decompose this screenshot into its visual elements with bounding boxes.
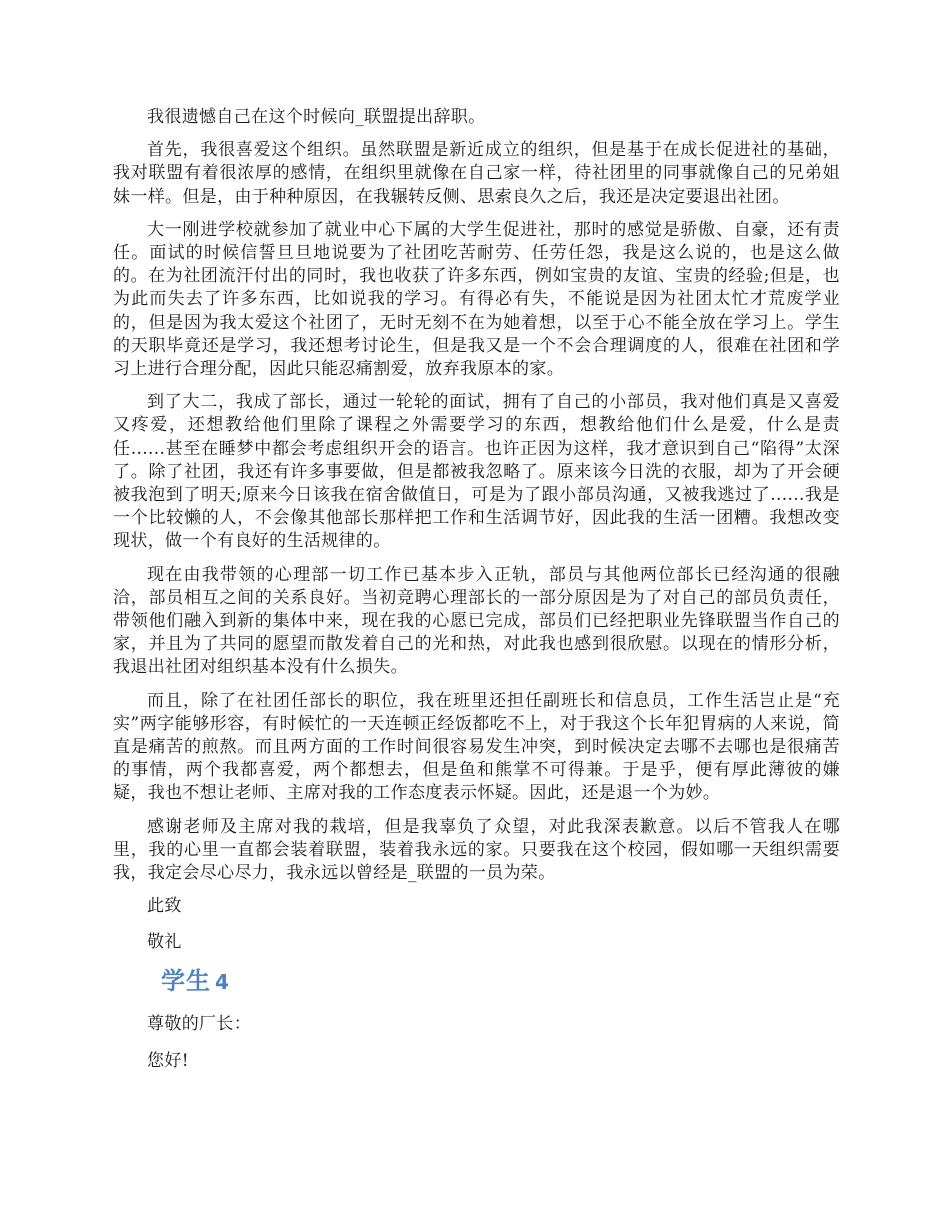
salutation: 尊敬的厂长：	[147, 1013, 252, 1034]
paragraph-sophomore-year: 到了大二，我成了部长，通过一轮轮的面试，拥有了自己的小部员，我对他们真是又喜爱又疼爱，还想教给他们里除了课程之外需要学习的东西，想教给他们什么是爱，什么是责任......甚至在睡梦中都会考虑组织开会的语言。也许正因为这样，我才意识到自己“陷得”太深了。除了社团，我还有许多事要做，但是都被我忽略了。原来该今日洗的衣服，却为了开会硬被我泡到了明天;原来今日该我在宿舍做值日，可是为了跟小部员沟通，又被我逃过了......我是一个比较懒的人，不会像其他部长那样把工作和生活调节好，因此我的生活一团糟。我想改变现状，做一个有良好的生活规律的。	[113, 392, 840, 552]
paragraph-reason-1: 首先，我很喜爱这个组织。虽然联盟是新近成立的组织，但是基于在成长促进社的基础，我对联盟有着很浓厚的感情，在组织里就像在自己家一样，待社团里的同事就像自己的兄弟姐妹一样。但是，由于种种原因，在我辗转反侧、思索良久之后，我还是决定要退出社团。	[113, 140, 840, 207]
paragraph-department-status: 现在由我带领的心理部一切工作已基本步入正轨，部员与其他两位部长已经沟通的很融洽，部员相互之间的关系良好。当初竞聘心理部长的一部分原因是为了对自己的部员负责任，带领他们融入到新的集体中来，现在我的心愿已完成，部员们已经把职业先锋联盟当作自己的家，并且为了共同的愿望而散发着自己的光和热，对此我也感到很欣慰。以现在的情形分析，我退出社团对组织基本没有什么损失。	[113, 564, 840, 678]
greeting: 您好!	[147, 1050, 189, 1071]
document-body	[113, 106, 840, 1073]
closing-line-2: 敬礼	[147, 931, 182, 952]
section-heading-number: 4	[215, 969, 230, 994]
section-heading-title: 学生	[161, 966, 211, 995]
paragraph-intro: 我很遗憾自己在这个时候向_联盟提出辞职。	[147, 107, 486, 127]
paragraph-thanks: 感谢老师及主席对我的栽培，但是我辜负了众望，对此我深表歉意。以后不管我人在哪里，我的心里一直都会装着联盟，装着我永远的家。只要我在这个校园，假如哪一天组织需要我，我定会尽心尽力，我永远以曾经是_联盟的一员为荣。	[113, 816, 840, 884]
section-heading	[161, 964, 840, 999]
paragraph-freshman-year: 大一刚进学校就参加了就业中心下属的大学生促进社，那时的感觉是骄傲、自豪，还有责任。面试的时候信誓旦旦地说要为了社团吃苦耐劳、任劳任怨，我是这么说的，也是这么做的。在为社团流汗付出的同时，我也收获了许多东西，例如宝贵的友谊、宝贵的经验;但是，也为此而失去了许多东西，比如说我的学习。有得必有失，不能说是因为社团太忙才荒废学业的，但是因为我太爱这个社团了，无时无刻不在为她着想，以至于心不能全放在学习上。学生的天职毕竟还是学习，我还想考讨论生，但是我又是一个不会合理调度的人，很难在社团和学习上进行合理分配，因此只能忍痛割爱，放弃我原本的家。	[113, 219, 840, 380]
closing-line-1: 此致	[147, 896, 182, 917]
paragraph-workload: 而且，除了在社团任部长的职位，我在班里还担任副班长和信息员，工作生活岂止是“充实”两字能够形容，有时候忙的一天连顿正经饭都吃不上，对于我这个长年犯胃病的人来说，简直是痛苦的煎熬。而且两方面的工作时间很容易发生冲突，到时候决定去哪不去哪也是很痛苦的事情，两个我都喜爱，两个都想去，但是鱼和熊掌不可得兼。于是乎，便有厚此薄彼的嫌疑，我也不想让老师、主席对我的工作态度表示怀疑。因此，还是退一个为妙。	[113, 690, 840, 804]
